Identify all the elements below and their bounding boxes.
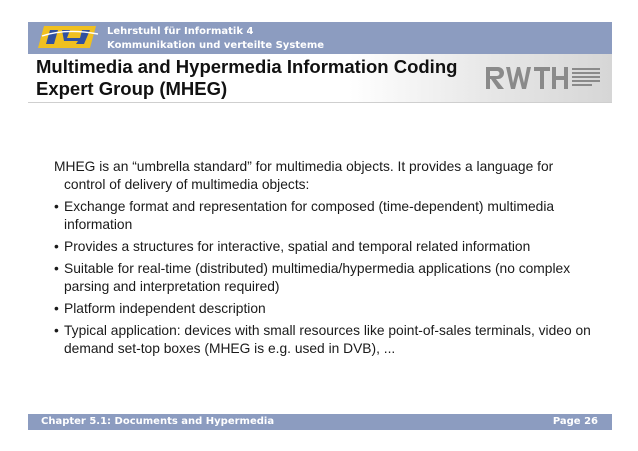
rwth-aachen-logo-icon xyxy=(484,63,602,93)
slide-title-line-1: Multimedia and Hypermedia Information Coding xyxy=(36,56,458,77)
chair-line-1: Lehrstuhl für Informatik 4 xyxy=(107,26,254,37)
list-item-text: Suitable for real-time (distributed) multimedia/hypermedia applications (no complex parsing and interpretation required) xyxy=(64,261,571,294)
list-item xyxy=(54,300,594,318)
bullet-dot: • xyxy=(54,261,59,276)
slide-title xyxy=(36,56,457,100)
slide-title-line-2: Expert Group (MHEG) xyxy=(36,78,228,99)
bullet-dot: • xyxy=(54,301,59,316)
bullet-dot: • xyxy=(54,323,59,338)
list-item-text: Platform independent description xyxy=(64,301,266,316)
chair-line-2: Kommunikation und verteilte Systeme xyxy=(107,40,325,51)
i4-logo-icon xyxy=(36,24,102,50)
list-item xyxy=(54,322,594,358)
list-item-text: Typical application: devices with small resources like point-of-sales terminals, video on demand set-top boxes (MHEG is e.g. used in DVB), ... xyxy=(64,323,591,356)
bullet-list xyxy=(54,198,594,358)
list-item-text: Provides a structures for interactive, spatial and temporal related information xyxy=(64,239,531,254)
page-number: Page 26 xyxy=(552,416,598,427)
slide-body xyxy=(54,158,594,362)
bullet-dot: • xyxy=(54,199,59,214)
chair-name xyxy=(107,25,324,53)
intro-paragraph: MHEG is an “umbrella standard” for multimedia objects. It provides a language for control of delivery of multimedia objects: xyxy=(54,159,554,192)
bullet-dot: • xyxy=(54,239,59,254)
list-item xyxy=(54,238,594,256)
list-item xyxy=(54,260,594,296)
list-item-text: Exchange format and representation for composed (time-dependent) multimedia information xyxy=(64,199,555,232)
list-item xyxy=(54,198,594,234)
chapter-label: Chapter 5.1: Documents and Hypermedia xyxy=(41,416,275,427)
